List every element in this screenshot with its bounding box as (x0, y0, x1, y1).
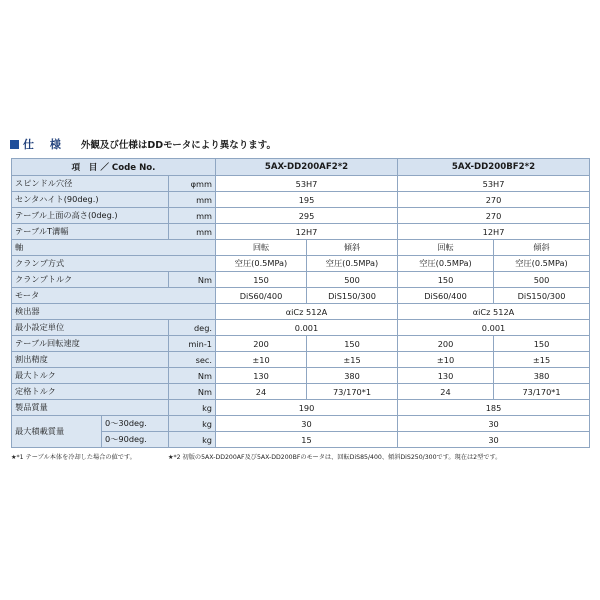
table-row: テーブル上面の高さ(0deg.) mm 295 270 (12, 208, 590, 224)
table-row: 軸 回転 傾斜 回転 傾斜 (12, 240, 590, 256)
table-row: 0〜90deg. kg 15 30 (12, 432, 590, 448)
section-note: 外観及び仕様はDDモータにより異なります。 (80, 140, 276, 151)
table-row: テーブルT溝幅 mm 12H7 12H7 (12, 224, 590, 240)
header-item: 項 目 ／ Code No. (12, 159, 216, 176)
table-row: クランプ方式 空圧(0.5MPa) 空圧(0.5MPa) 空圧(0.5MPa) 空圧(0.5MPa) (12, 256, 590, 272)
table-row: モータ DiS60/400 DiS150/300 DiS60/400 DiS150/300 (12, 288, 590, 304)
table-row: 定格トルク Nm 24 73/170*1 24 73/170*1 (12, 384, 590, 400)
table-row: センタハイト(90deg.) mm 195 270 (12, 192, 590, 208)
table-row: クランプトルク Nm 150 500 150 500 (12, 272, 590, 288)
table-row: 割出精度 sec. ±10 ±15 ±10 ±15 (12, 352, 590, 368)
footnote-1: ★*1 テーブル本体を冷却した場合の値です。 (11, 454, 136, 461)
table-row: 検出器 αiCz 512A αiCz 512A (12, 304, 590, 320)
table-row: 製品質量 kg 190 185 (12, 400, 590, 416)
table-row: 最大トルク Nm 130 380 130 380 (12, 368, 590, 384)
header-model-2: 5AX-DD200BF2*2 (398, 159, 590, 176)
header-model-1: 5AX-DD200AF2*2 (216, 159, 398, 176)
table-row: スピンドル穴径 φmm 53H7 53H7 (12, 176, 590, 192)
table-header-row (12, 159, 590, 176)
footnote-2: ★*2 初版の5AX-DD200AF及び5AX-DD200BFのモータは、回転DiS85/400、傾斜DiS250/300です。現在は2型です。 (168, 454, 502, 461)
table-row: 最大積載質量 0〜30deg. kg 30 30 (12, 416, 590, 432)
table-row: 最小設定単位 deg. 0.001 0.001 (12, 320, 590, 336)
spec-table (11, 158, 590, 448)
section-heading (10, 136, 276, 152)
table-row: テーブル回転速度 min-1 200 150 200 150 (12, 336, 590, 352)
section-title: 仕 様 (23, 138, 67, 151)
square-bullet-icon (10, 140, 19, 149)
